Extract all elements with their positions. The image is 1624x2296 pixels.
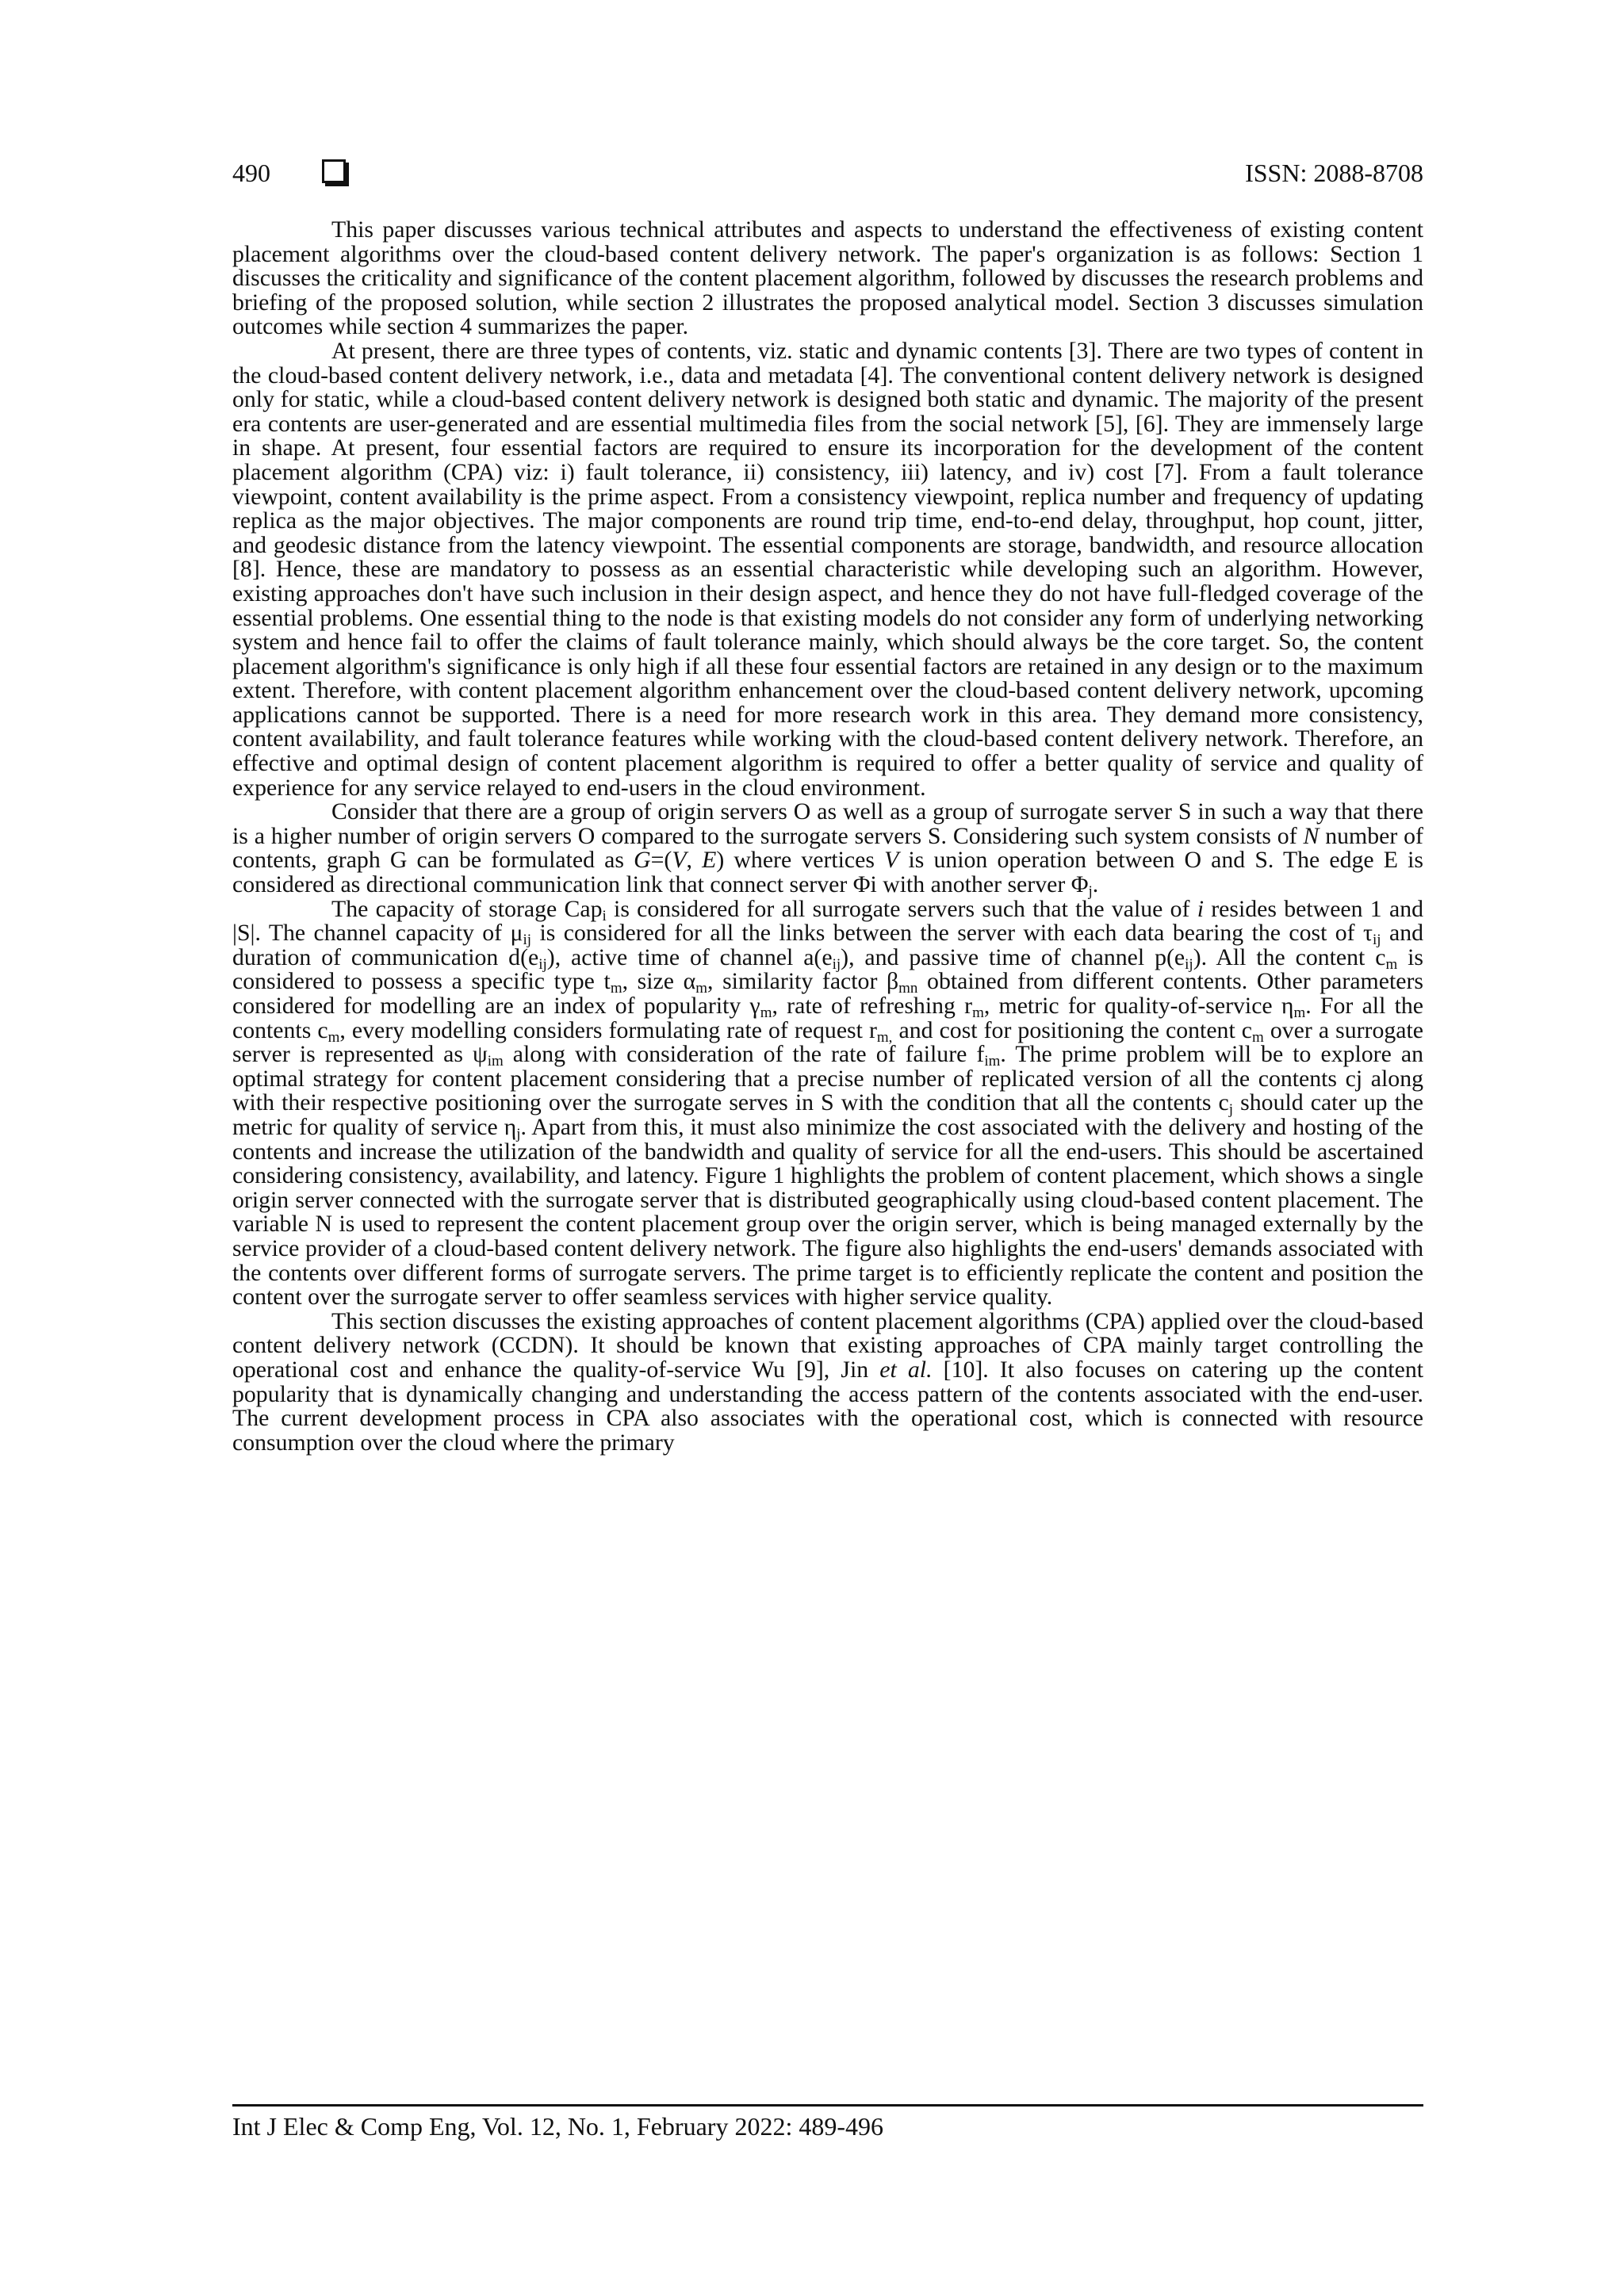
text: . Apart from this, it must also minimize the cost associated with the delivery and hosting of the contents and increase the utilization of the bandwidth and quality of service for all the end-users. This should be ascertained considering consistency, availability, and latency. Figure 1 highlights the problem of content placement, which shows a single origin server connected with the surrogate server that is distributed geographically using cloud-based content placement. The variable N is used to represent the content placement group over the origin server, which is being managed externally by the service provider of a cloud-based content delivery network. The figure also highlights the end-users' demands associated with the contents over different forms of surrogate servers. The prime target is to efficiently replicate the content and position the content over the surrogate server to offer seamless services with higher service quality. — [232, 1113, 1423, 1311]
subscript: m — [972, 1004, 984, 1021]
text: resides between 1 and |S|. The channel capacity of μ — [232, 895, 1423, 947]
paragraph-4 — [232, 897, 1423, 1310]
subscript: m — [1293, 1004, 1306, 1021]
italic-V: V — [672, 847, 687, 874]
text: should cater up the metric for quality of service η — [232, 1089, 1423, 1140]
text: is union operation between O and S. The edge E is considered as directional communication link that connect server Φi with another server Φ — [232, 847, 1423, 898]
text: . — [1092, 871, 1099, 898]
text: and cost for positioning the content c — [892, 1016, 1253, 1043]
text: . The prime problem will be to explore an optimal strategy for content placement considering that a precise number of replicated version of all the contents cj along with their respective positioning over the surrogate serves in S with the condition that all the contents c — [232, 1041, 1423, 1116]
paragraph-5 — [232, 1307, 1423, 1456]
text: , — [686, 847, 703, 874]
paragraph-3 — [232, 798, 1423, 901]
text: and duration of communication d(e — [232, 920, 1423, 970]
text: . For all the contents c — [232, 993, 1423, 1043]
text: =( — [650, 847, 672, 874]
text: is considered for all surrogate servers such that the value of — [606, 895, 1197, 922]
subscript: im — [984, 1053, 1001, 1070]
text: , size α — [622, 968, 696, 995]
body-text — [232, 218, 1423, 1455]
page-header — [232, 155, 1423, 190]
text: is considered to possess a specific type t — [232, 943, 1423, 995]
text: ). All the content c — [1193, 943, 1386, 970]
text: Consider that there are a group of origin servers O as well as a group of surrogate server S in such a way that there is a higher number of origin servers O compared to the surrogate servers S. Considering such system consists of — [232, 798, 1423, 849]
text: The capacity of storage Cap — [331, 895, 603, 922]
footer-citation: Int J Elec & Comp Eng, Vol. 12, No. 1, February 2022: 489-496 — [232, 2112, 883, 2141]
subscript: mn — [898, 980, 918, 997]
subscript: j — [516, 1125, 521, 1142]
italic-et-al: et al. — [879, 1356, 933, 1383]
text: [10]. It also focuses on catering up the content popularity that is dynamically changing and understanding the access pattern of the contents associated with the end-user. The current development process in CPA also associates with the operational cost, which is connected with resource consumption over the cloud where the primary — [232, 1356, 1423, 1456]
subscript: ij — [832, 955, 841, 973]
hollow-square-icon — [322, 159, 346, 183]
subscript: im — [487, 1053, 504, 1070]
subscript: m — [760, 1004, 772, 1021]
subscript: j — [1228, 1101, 1234, 1119]
text: number of contents, graph G can be formulated as — [232, 822, 1423, 874]
text: This section discusses the existing approaches of content placement algorithms (CPA) applied over the cloud-based content delivery network (CCDN). It should be known that existing approaches of CPA mainly target controlling the operational cost and enhance the quality-of-service Wu [9], Jin — [232, 1307, 1423, 1383]
text: , every modelling considers formulating rate of request r — [339, 1016, 877, 1043]
italic-G: G — [634, 847, 651, 874]
subscript: m — [695, 980, 707, 997]
subscript: ij — [538, 955, 547, 973]
italic-N: N — [1303, 822, 1320, 849]
text: is considered for all the links between the server with each data bearing the cost of τ — [531, 920, 1373, 947]
subscript: m — [1252, 1028, 1264, 1046]
subscript: ij — [523, 932, 532, 949]
subscript: m — [327, 1028, 340, 1046]
issn: ISSN: 2088-8708 — [1245, 158, 1423, 187]
text: ), active time of channel a(e — [546, 943, 833, 970]
italic-E: E — [702, 847, 717, 874]
text: over a surrogate server is represented as ψ — [232, 1016, 1423, 1068]
subscript: j — [1088, 883, 1093, 901]
subscript: i — [602, 907, 607, 924]
text: , similarity factor β — [707, 968, 899, 995]
subscript: ij — [1373, 932, 1381, 949]
subscript: m — [610, 980, 622, 997]
subscript: m, — [876, 1028, 893, 1046]
text: ) where vertices — [716, 847, 885, 874]
text: along with consideration of the rate of failure f — [503, 1041, 985, 1068]
subscript: ij — [1185, 955, 1193, 973]
text: , metric for quality-of-service η — [983, 993, 1294, 1019]
paragraph-2: At present, there are three types of contents, viz. static and dynamic contents [3]. There are two types of content in the cloud-based content delivery network, i.e., data and metadata [4]. The conventional content delivery network is designed only for static, while a cloud-based content delivery network is designed both static and dynamic. The majority of the present era contents are user-generated and are essential multimedia files from the social network [5], [6]. They are immensely large in shape. At present, four essential factors are required to ensure its incorporation for the development of the content placement algorithm (CPA) viz: i) fault tolerance, ii) consistency, iii) latency, and iv) cost [7]. From a fault tolerance viewpoint, content availability is the prime aspect. From a consistency viewpoint, replica number and frequency of updating replica as the major objectives. The major components are round trip time, end-to-end delay, throughput, hop count, jitter, and geodesic distance from the latency viewpoint. The essential components are storage, bandwidth, and resource allocation [8]. Hence, these are mandatory to possess as an essential characteristic while developing such an algorithm. However, existing approaches don't have such inclusion in their design aspect, and hence they do not have full-fledged coverage of the essential problems. One essential thing to the node is that existing models do not consider any form of underlying networking system and hence fail to offer the claims of fault tolerance mainly, which should always be the core target. So, the content placement algorithm's significance is only high if all these four essential factors are retained in any design or to the maximum extent. Therefore, with content placement algorithm enhancement over the cloud-based content delivery network, upcoming applications cannot be supported. There is a need for more research work in this area. They demand more consistency, content availability, and fault tolerance features while working with the cloud-based content delivery network. Therefore, an effective and optimal design of content placement algorithm is required to offer a better quality of service and quality of experience for any service relayed to end-users in the cloud environment. — [232, 337, 1423, 801]
text: ), and passive time of channel p(e — [841, 943, 1185, 970]
paragraph-1: This paper discusses various technical attributes and aspects to understand the effectiveness of existing content placement algorithms over the cloud-based content delivery network. The paper's organization is as follows: Section 1 discusses the criticality and significance of the content placement algorithm, followed by discusses the research problems and briefing of the proposed solution, while section 2 illustrates the proposed analytical model. Section 3 discusses simulation outcomes while section 4 summarizes the paper. — [232, 216, 1423, 340]
italic-V: V — [884, 847, 899, 874]
italic-i: i — [1197, 895, 1204, 922]
text: obtained from different contents. Other parameters considered for modelling are an index of popularity γ — [232, 968, 1423, 1019]
text: , rate of refreshing r — [772, 993, 973, 1019]
page-number: 490 — [232, 158, 270, 187]
subscript: m — [1385, 955, 1398, 973]
footer-divider — [232, 2104, 1423, 2107]
